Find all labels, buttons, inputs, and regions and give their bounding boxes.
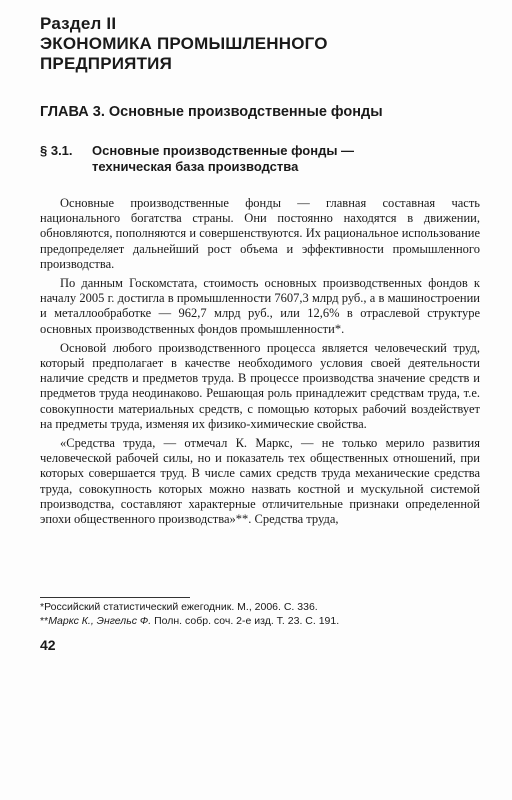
footnote-2-marker: **: [40, 615, 49, 627]
body-text: [40, 196, 480, 531]
paragraph-title-line-1: Основные производственные фонды —: [92, 143, 355, 158]
section-title-line-2: ПРЕДПРИЯТИЯ: [40, 54, 173, 73]
footnote-1: *Российский статистический ежегодник. М., 2006. С. 336.: [40, 601, 318, 613]
footnote-2: [40, 614, 480, 628]
footnote-divider: [40, 597, 190, 598]
paragraph-title: [92, 143, 482, 175]
section-label: Раздел II: [40, 14, 117, 33]
page-number: 42: [40, 637, 56, 653]
chapter-heading: ГЛАВА 3. Основные производственные фонды: [40, 104, 383, 120]
section-heading: [40, 14, 480, 74]
footnote-2-source: Полн. собр. соч. 2-е изд. Т. 23. С. 191.: [151, 615, 340, 627]
section-title-line-1: ЭКОНОМИКА ПРОМЫШЛЕННОГО: [40, 34, 328, 53]
body-paragraph: По данным Госкомстата, стоимость основных производственных фондов к началу 2005 г. достигла в промышленности 7607,3 млрд руб., а в машиностроении и металлообработке — 962,7 млрд руб., или 12,6% в отраслевой структуре основных производственных фондов промышленности*.: [40, 276, 480, 336]
paragraph-title-line-2: техническая база производства: [92, 159, 299, 174]
paragraph-number: § 3.1.: [40, 143, 73, 158]
body-paragraph: Основой любого производственного процесса является человеческий труд, который предполагает в качестве необходимого условия своей деятельности наличие средств и предметов труда. В процессе производства значение средств и предметов труда неодинаково. Решающая роль принадлежит средствам труда, т.е. совокупности материальных средств, с помощью которых рабочий воздействует на предметы труда, изменяя их физико-химические свойства.: [40, 340, 480, 431]
body-paragraph: Основные производственные фонды — главная составная часть национального богатства страны. Они постоянно находятся в движении, обновляются, пополняются и совершенствуются. Их рациональное использование предопределяет дальнейший рост объема и эффективности промышленного производства.: [40, 196, 480, 271]
footnote-2-authors: Маркс К., Энгельс Ф.: [48, 615, 152, 627]
footnotes: [40, 600, 480, 628]
body-paragraph: «Средства труда, — отмечал К. Маркс, — не только мерило развития человеческой рабочей силы, но и показатель тех общественных отношений, при которых совершается труд. В числе самих средств труда механические средства труда, совокупность которых можно назвать костной и мускульной системой производства, составляют характерные отличительные признаки определенной эпохи общественного производства»**. Средства труда,: [40, 436, 480, 527]
